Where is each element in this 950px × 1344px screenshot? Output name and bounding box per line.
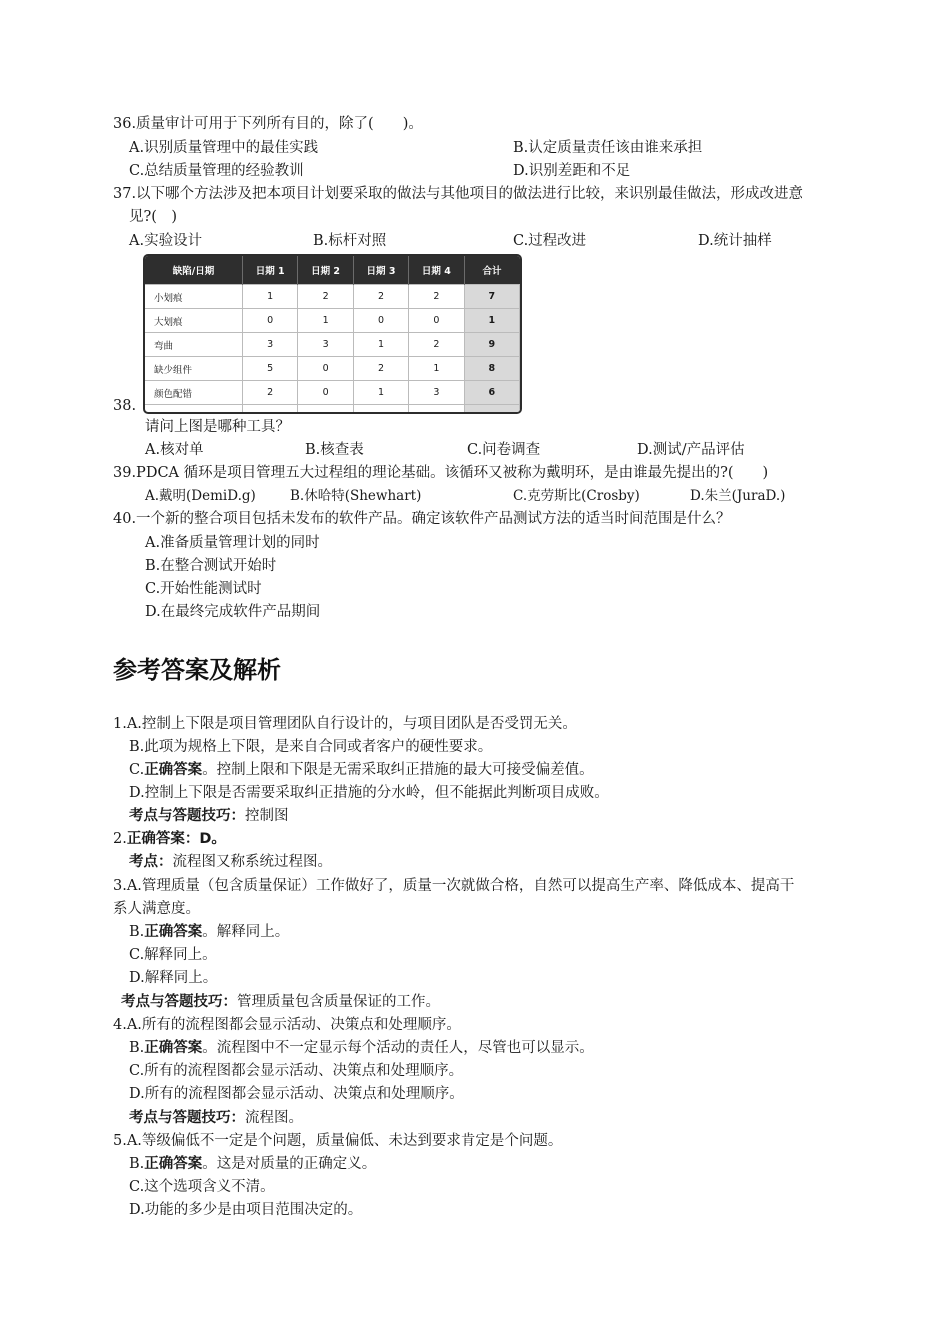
q36-stem: 36.质量审计可用于下列所有目的，除了( )。: [113, 116, 423, 132]
cell: 1: [409, 357, 464, 381]
q40-option-c: C.开始性能测试时: [145, 581, 262, 597]
table-row: [145, 357, 520, 381]
cell: 0: [243, 309, 298, 333]
q36-option-b: B.认定质量责任该由谁来承担: [513, 140, 703, 156]
a2-answer: [113, 829, 226, 849]
row-label: [145, 405, 243, 415]
q40-stem: 40.一个新的整合项目包括未发布的软件产品。确定该软件产品测试方法的适当时间范围是什么？: [113, 511, 731, 527]
a2-tip: [129, 852, 332, 872]
a4-option-b: [129, 1038, 594, 1058]
cell: 0: [409, 309, 464, 333]
q37-option-b: B.标杆对照: [313, 233, 387, 249]
a3-b-text: 。解释同上。: [202, 924, 290, 940]
cell: 2: [353, 357, 408, 381]
total-cell: 7: [464, 285, 519, 309]
cell: 2: [243, 381, 298, 405]
q39-option-c: C.克劳斯比(Crosby): [513, 488, 640, 504]
q38-stem: 请问上图是哪种工具？: [145, 419, 290, 435]
total-cell: [464, 405, 519, 415]
cell: [353, 405, 408, 415]
a3-option-c: C.解释同上。: [129, 947, 217, 963]
a5-b-text: 。这是对质量的正确定义。: [202, 1156, 377, 1172]
header-day-1: 日期 1: [243, 256, 298, 285]
a3-option-a-line2: 系人满意度。: [113, 901, 200, 917]
cell: 1: [298, 309, 353, 333]
cell: 1: [353, 333, 408, 357]
cell: 3: [298, 333, 353, 357]
correct-answer-label: 正确答案: [144, 1040, 203, 1056]
cell: 2: [409, 285, 464, 309]
q37-option-a: A.实验设计: [129, 233, 203, 249]
q39-option-a: A.戴明(DemiD.g): [145, 488, 256, 504]
cell: 1: [353, 381, 408, 405]
q40-option-a: A.准备质量管理计划的同时: [145, 535, 320, 551]
a5-option-b: [129, 1154, 376, 1174]
header-day-4: 日期 4: [409, 256, 464, 285]
q36-option-c: C.总结质量管理的经验教训: [129, 163, 304, 179]
q37-stem-line1: 37.以下哪个方法涉及把本项目计划要采取的做法与其他项目的做法进行比较，来识别最佳做法，形成改进意: [113, 186, 804, 202]
cell: [298, 405, 353, 415]
tip-text: 控制图: [245, 808, 289, 824]
q38-option-b: B.核查表: [305, 442, 364, 458]
a5-option-d: D.功能的多少是由项目范围决定的。: [129, 1202, 363, 1218]
correct-answer-label: 正确答案: [144, 762, 203, 778]
a3-option-a-line1: 3.A.管理质量（包含质量保证）工作做好了，质量一次就做合格，自然可以提高生产率、降低成本、提高干: [113, 878, 795, 894]
q40-option-d: D.在最终完成软件产品期间: [145, 604, 321, 620]
row-label: 缺少组件: [145, 357, 243, 381]
a1-c-prefix: C.: [129, 762, 145, 778]
table-header-row: [145, 256, 520, 285]
a5-option-c: C.这个选项含义不清。: [129, 1179, 275, 1195]
cell: 0: [298, 381, 353, 405]
q36-option-a: A.识别质量管理中的最佳实践: [129, 140, 319, 156]
q37-stem-line2: 见?( ): [129, 209, 178, 225]
table-row: [145, 333, 520, 357]
correct-answer-label: 正确答案: [144, 924, 203, 940]
q36-option-d: D.识别差距和不足: [513, 163, 631, 179]
cell: [409, 405, 464, 415]
a1-option-a: 1.A.控制上下限是项目管理团队自行设计的，与项目团队是否受罚无关。: [113, 716, 577, 732]
a2-prefix: 2.: [113, 831, 127, 847]
a3-tip: [121, 992, 440, 1012]
a4-option-d: D.所有的流程图都会显示活动、决策点和处理顺序。: [129, 1086, 464, 1102]
q37-option-c: C.过程改进: [513, 233, 587, 249]
tip-label: 考点与答题技巧：: [129, 808, 245, 824]
cell: 0: [298, 357, 353, 381]
a5-b-prefix: B.: [129, 1156, 145, 1172]
q37-option-d: D.统计抽样: [698, 233, 772, 249]
cell: 2: [298, 285, 353, 309]
a1-option-b: B.此项为规格上下限，是来自合同或者客户的硬性要求。: [129, 739, 493, 755]
a5-option-a: 5.A.等级偏低不一定是个问题，质量偏低、未达到要求肯定是个问题。: [113, 1133, 563, 1149]
cell: 3: [409, 381, 464, 405]
total-cell: 9: [464, 333, 519, 357]
total-cell: 6: [464, 381, 519, 405]
check-sheet-table: [143, 254, 522, 414]
a3-b-prefix: B.: [129, 924, 145, 940]
table-row: [145, 285, 520, 309]
a1-c-text: 。控制上限和下限是无需采取纠正措施的最大可接受偏差值。: [202, 762, 594, 778]
cell: 2: [409, 333, 464, 357]
q39-option-d: D.朱兰(JuraD.): [690, 488, 786, 504]
a4-b-text: 。流程图中不一定显示每个活动的责任人，尽管也可以显示。: [202, 1040, 594, 1056]
tip-text: 流程图又称系统过程图。: [172, 854, 332, 870]
header-defect-date: 缺陷/日期: [145, 256, 243, 285]
q38-option-d: D.测试/产品评估: [637, 442, 745, 458]
a2-answer-value: ：D。: [184, 831, 226, 847]
cell: 3: [243, 333, 298, 357]
a3-option-d: D.解释同上。: [129, 970, 218, 986]
row-label: 小划痕: [145, 285, 243, 309]
header-day-3: 日期 3: [353, 256, 408, 285]
a4-tip: [129, 1108, 303, 1128]
q40-option-b: B.在整合测试开始时: [145, 558, 277, 574]
header-total: 合计: [464, 256, 519, 285]
tip-label: 考点：: [129, 854, 173, 870]
a4-option-a: 4.A.所有的流程图都会显示活动、决策点和处理顺序。: [113, 1017, 461, 1033]
cell: 5: [243, 357, 298, 381]
a1-option-d: D.控制上下限是否需要采取纠正措施的分水岭，但不能据此判断项目成败。: [129, 785, 609, 801]
q39-stem: 39.PDCA 循环是项目管理五大过程组的理论基础。该循环又被称为戴明环，是由谁最先提出的?( ): [113, 465, 769, 481]
a1-option-c: [129, 760, 594, 780]
cell: 2: [353, 285, 408, 309]
a4-option-c: C.所有的流程图都会显示活动、决策点和处理顺序。: [129, 1063, 464, 1079]
a3-option-b: [129, 922, 289, 942]
header-day-2: 日期 2: [298, 256, 353, 285]
table-row: [145, 381, 520, 405]
answers-section-title: 参考答案及解析: [113, 656, 281, 684]
tip-label: 考点与答题技巧：: [121, 994, 237, 1010]
cell: 1: [243, 285, 298, 309]
correct-answer-label: 正确答案: [126, 831, 185, 847]
tip-text: 管理质量包含质量保证的工作。: [237, 994, 440, 1010]
cell: 0: [353, 309, 408, 333]
a4-b-prefix: B.: [129, 1040, 145, 1056]
total-cell: 1: [464, 309, 519, 333]
q39-option-b: B.休哈特(Shewhart): [290, 488, 422, 504]
table-row: [145, 405, 520, 415]
tip-text: 流程图。: [245, 1110, 303, 1126]
tip-label: 考点与答题技巧：: [129, 1110, 245, 1126]
correct-answer-label: 正确答案: [144, 1156, 203, 1172]
q38-option-a: A.核对单: [145, 442, 204, 458]
total-cell: 8: [464, 357, 519, 381]
q38-option-c: C.问卷调查: [467, 442, 541, 458]
table-row: [145, 309, 520, 333]
cell: [243, 405, 298, 415]
row-label: 弯曲: [145, 333, 243, 357]
row-label: 颜色配错: [145, 381, 243, 405]
a1-tip: [129, 806, 289, 826]
q38-number: 38.: [113, 398, 137, 414]
row-label: 大划痕: [145, 309, 243, 333]
